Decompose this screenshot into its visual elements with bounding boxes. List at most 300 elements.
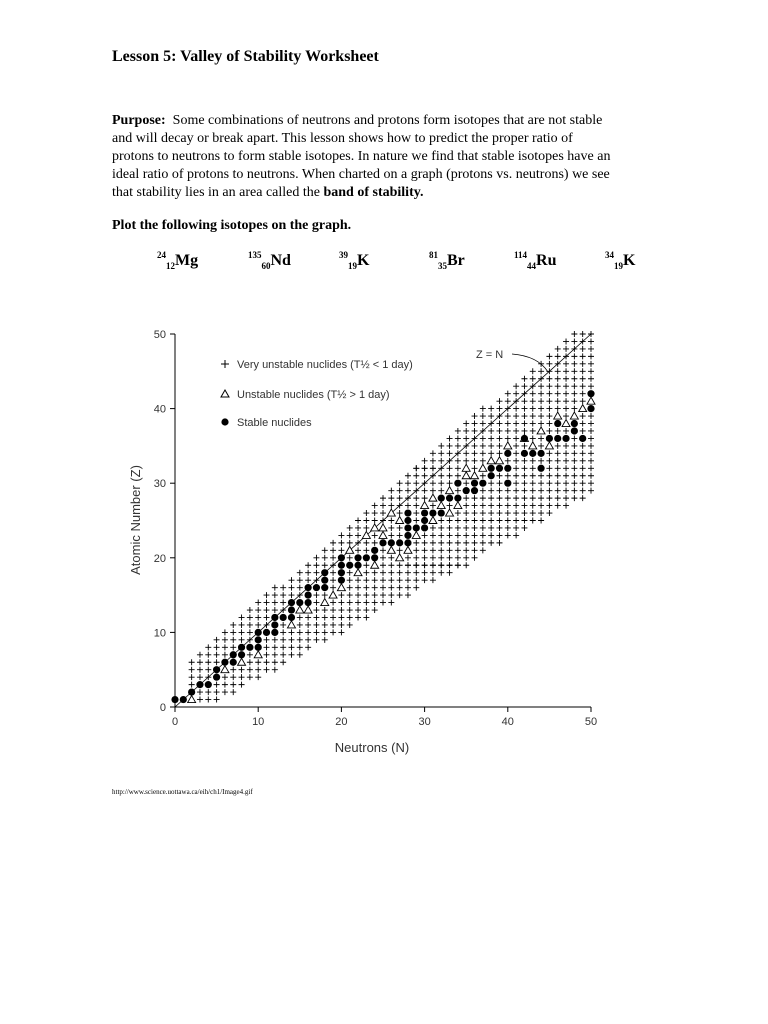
very-unstable-marker [538,368,544,374]
very-unstable-marker [513,503,519,509]
very-unstable-marker [513,495,519,501]
very-unstable-marker [322,555,328,561]
very-unstable-marker [430,555,436,561]
very-unstable-marker [480,525,486,531]
very-unstable-marker [405,570,411,576]
stable-marker [546,435,553,442]
unstable-marker [354,569,362,576]
very-unstable-marker [280,585,286,591]
very-unstable-marker [230,644,236,650]
very-unstable-marker [538,458,544,464]
very-unstable-marker [571,488,577,494]
isotope-symbol: Mg [175,252,199,269]
stable-marker [421,509,428,516]
very-unstable-marker [530,376,536,382]
very-unstable-marker [496,495,502,501]
unstable-marker [487,457,495,464]
very-unstable-marker [322,622,328,628]
unstable-marker [379,524,387,531]
very-unstable-marker [538,391,544,397]
isotope-mass: 24 [157,250,166,260]
very-unstable-marker [363,577,369,583]
very-unstable-marker [313,592,319,598]
very-unstable-marker [264,607,270,613]
very-unstable-marker [488,532,494,538]
z-equals-n-pointer [512,354,548,372]
chart-svg [120,320,610,760]
very-unstable-marker [222,682,228,688]
very-unstable-marker [388,488,394,494]
very-unstable-marker [555,353,561,359]
stable-marker [305,599,312,606]
very-unstable-marker [521,428,527,434]
very-unstable-marker [355,585,361,591]
stable-marker [521,450,528,457]
very-unstable-marker [496,406,502,412]
very-unstable-marker [588,361,594,367]
very-unstable-marker [588,480,594,486]
very-unstable-marker [555,503,561,509]
very-unstable-marker [397,525,403,531]
very-unstable-marker [363,607,369,613]
very-unstable-marker [496,488,502,494]
very-unstable-marker [397,547,403,553]
very-unstable-marker [555,428,561,434]
very-unstable-marker [538,413,544,419]
very-unstable-marker [488,503,494,509]
very-unstable-marker [538,480,544,486]
y-tick-label: 0 [159,702,166,714]
very-unstable-marker [538,406,544,412]
very-unstable-marker [472,510,478,516]
very-unstable-marker [496,510,502,516]
very-unstable-marker [247,622,253,628]
very-unstable-marker [521,443,527,449]
very-unstable-marker [455,458,461,464]
very-unstable-marker [472,547,478,553]
very-unstable-marker [422,540,428,546]
very-unstable-marker [521,421,527,427]
very-unstable-marker [580,346,586,352]
very-unstable-marker [488,488,494,494]
very-unstable-marker [388,555,394,561]
very-unstable-marker [496,532,502,538]
very-unstable-marker [472,525,478,531]
very-unstable-marker [413,480,419,486]
very-unstable-marker [305,614,311,620]
y-tick-label: 10 [153,627,166,640]
stable-marker [587,405,594,412]
very-unstable-marker [571,495,577,501]
very-unstable-marker [405,480,411,486]
very-unstable-marker [447,443,453,449]
very-unstable-marker [521,495,527,501]
stable-marker [554,435,561,442]
very-unstable-marker [555,450,561,456]
very-unstable-marker [430,540,436,546]
stable-marker [271,629,278,636]
very-unstable-marker [588,368,594,374]
very-unstable-marker [313,600,319,606]
stable-marker [180,696,187,703]
very-unstable-marker [455,510,461,516]
very-unstable-marker [472,458,478,464]
legend-label: Very unstable nuclides (T½ < 1 day) [237,359,413,371]
very-unstable-marker [505,503,511,509]
unstable-marker [396,554,404,561]
very-unstable-marker [330,547,336,553]
z-equals-n-label: Z = N [476,349,504,361]
unstable-marker [221,666,229,673]
very-unstable-marker [505,391,511,397]
very-unstable-marker [214,682,220,688]
very-unstable-marker [580,383,586,389]
very-unstable-marker [438,525,444,531]
purpose-line-3: protons to neutrons to form stable isotopes. In nature we find that stable isotopes have an [112,149,611,164]
very-unstable-marker [255,614,261,620]
very-unstable-marker [239,674,245,680]
very-unstable-marker [480,503,486,509]
very-unstable-marker [313,614,319,620]
isotope-mass: 135 [248,250,262,260]
very-unstable-marker [380,577,386,583]
very-unstable-marker [463,458,469,464]
very-unstable-marker [496,421,502,427]
y-tick-label: 30 [153,478,166,491]
very-unstable-marker [521,413,527,419]
very-unstable-marker [197,674,203,680]
very-unstable-marker [580,398,586,404]
very-unstable-marker [571,398,577,404]
stable-marker [562,435,569,442]
unstable-marker [379,531,387,538]
very-unstable-marker [472,532,478,538]
very-unstable-marker [230,622,236,628]
unstable-marker [462,464,470,471]
very-unstable-marker [322,614,328,620]
very-unstable-marker [571,480,577,486]
stable-marker [388,539,395,546]
very-unstable-marker [563,376,569,382]
very-unstable-marker [480,510,486,516]
very-unstable-marker [239,622,245,628]
very-unstable-marker [496,503,502,509]
very-unstable-marker [488,540,494,546]
very-unstable-marker [363,510,369,516]
very-unstable-marker [563,391,569,397]
very-unstable-marker [422,570,428,576]
stable-marker [221,659,228,666]
legend-label: Stable nuclides [237,417,312,429]
stable-marker [288,599,295,606]
x-tick-label: 50 [584,716,598,728]
very-unstable-marker [230,689,236,695]
very-unstable-marker [397,532,403,538]
very-unstable-marker [480,495,486,501]
stable-marker [571,420,578,427]
very-unstable-marker [330,570,336,576]
very-unstable-marker [363,518,369,524]
very-unstable-marker [505,458,511,464]
very-unstable-marker [571,338,577,344]
very-unstable-marker [563,428,569,434]
very-unstable-marker [422,473,428,479]
very-unstable-marker [447,503,453,509]
very-unstable-marker [230,629,236,635]
very-unstable-marker [463,421,469,427]
very-unstable-marker [255,607,261,613]
very-unstable-marker [571,458,577,464]
very-unstable-marker [189,659,195,665]
very-unstable-marker [480,406,486,412]
very-unstable-marker [580,413,586,419]
very-unstable-marker [480,443,486,449]
unstable-marker [454,502,462,509]
very-unstable-marker [438,555,444,561]
legend-triangle-icon [221,390,229,397]
stable-marker [421,524,428,531]
very-unstable-marker [546,510,552,516]
very-unstable-marker [563,458,569,464]
y-tick-label: 50 [153,329,166,341]
very-unstable-marker [230,682,236,688]
stable-marker [579,435,586,442]
very-unstable-marker [546,428,552,434]
very-unstable-marker [472,443,478,449]
isotope-mass: 81 [429,250,438,260]
very-unstable-marker [580,376,586,382]
very-unstable-marker [280,652,286,658]
very-unstable-marker [189,667,195,673]
very-unstable-marker [571,361,577,367]
very-unstable-marker [272,644,278,650]
very-unstable-marker [521,398,527,404]
very-unstable-marker [438,443,444,449]
unstable-marker [321,599,329,606]
very-unstable-marker [447,450,453,456]
source-url: http://www.science.uottawa.ca/eih/ch1/Image4.gif [112,788,253,796]
very-unstable-marker [546,361,552,367]
unstable-marker [495,457,503,464]
very-unstable-marker [430,503,436,509]
very-unstable-marker [247,607,253,613]
valley-of-stability-chart [120,320,610,760]
very-unstable-marker [447,532,453,538]
very-unstable-marker [463,503,469,509]
very-unstable-marker [447,473,453,479]
very-unstable-marker [480,450,486,456]
very-unstable-marker [405,562,411,568]
very-unstable-marker [513,465,519,471]
stable-marker [338,569,345,576]
isotope-item [429,250,465,271]
very-unstable-marker [521,480,527,486]
very-unstable-marker [496,443,502,449]
very-unstable-marker [330,600,336,606]
very-unstable-marker [297,652,303,658]
very-unstable-marker [264,614,270,620]
very-unstable-marker [463,428,469,434]
very-unstable-marker [413,495,419,501]
very-unstable-marker [521,488,527,494]
very-unstable-marker [530,398,536,404]
very-unstable-marker [413,555,419,561]
very-unstable-marker [272,600,278,606]
very-unstable-marker [372,592,378,598]
very-unstable-marker [555,443,561,449]
very-unstable-marker [505,428,511,434]
very-unstable-marker [488,518,494,524]
very-unstable-marker [555,383,561,389]
very-unstable-marker [338,629,344,635]
very-unstable-marker [505,435,511,441]
isotope-item [605,250,635,271]
very-unstable-marker [372,503,378,509]
very-unstable-marker [397,570,403,576]
very-unstable-marker [239,637,245,643]
very-unstable-marker [513,510,519,516]
very-unstable-marker [530,510,536,516]
very-unstable-marker [380,555,386,561]
very-unstable-marker [330,607,336,613]
very-unstable-marker [588,443,594,449]
very-unstable-marker [222,637,228,643]
very-unstable-marker [571,383,577,389]
very-unstable-marker [563,383,569,389]
very-unstable-marker [438,570,444,576]
very-unstable-marker [288,577,294,583]
very-unstable-marker [546,413,552,419]
unstable-marker [437,502,445,509]
unstable-marker [446,509,454,516]
very-unstable-marker [397,495,403,501]
very-unstable-marker [380,592,386,598]
very-unstable-marker [214,689,220,695]
very-unstable-marker [505,525,511,531]
stable-marker [321,577,328,584]
very-unstable-marker [463,562,469,568]
very-unstable-marker [214,697,220,703]
very-unstable-marker [463,510,469,516]
unstable-marker [387,546,395,553]
very-unstable-marker [571,450,577,456]
very-unstable-marker [388,562,394,568]
very-unstable-marker [580,421,586,427]
very-unstable-marker [521,376,527,382]
very-unstable-marker [580,368,586,374]
isotope-item [248,250,291,271]
very-unstable-marker [338,540,344,546]
very-unstable-marker [447,555,453,561]
very-unstable-marker [480,547,486,553]
very-unstable-marker [388,570,394,576]
very-unstable-marker [505,495,511,501]
unstable-marker [554,412,562,419]
very-unstable-marker [355,547,361,553]
very-unstable-marker [205,689,211,695]
unstable-marker [421,502,429,509]
very-unstable-marker [338,614,344,620]
unstable-marker [504,442,512,449]
very-unstable-marker [480,435,486,441]
very-unstable-marker [255,667,261,673]
very-unstable-marker [422,488,428,494]
very-unstable-marker [380,600,386,606]
very-unstable-marker [405,592,411,598]
unstable-marker [396,517,404,524]
unstable-marker [562,420,570,427]
very-unstable-marker [272,637,278,643]
stable-marker [354,554,361,561]
very-unstable-marker [272,607,278,613]
very-unstable-marker [372,607,378,613]
isotope-atomic: 19 [348,261,357,271]
isotope-item [514,250,556,271]
very-unstable-marker [338,532,344,538]
stable-marker [354,562,361,569]
stable-marker [571,427,578,434]
stable-marker [205,681,212,688]
unstable-marker [371,561,379,568]
very-unstable-marker [272,592,278,598]
very-unstable-marker [355,525,361,531]
very-unstable-marker [463,547,469,553]
unstable-marker [537,427,545,434]
very-unstable-marker [413,503,419,509]
stable-marker [554,420,561,427]
very-unstable-marker [230,637,236,643]
very-unstable-marker [455,518,461,524]
purpose-text-5: that stability lies in an area called the [112,185,320,200]
very-unstable-marker [255,600,261,606]
purpose-line-1 [112,112,672,130]
very-unstable-marker [455,428,461,434]
very-unstable-marker [322,629,328,635]
very-unstable-marker [405,555,411,561]
very-unstable-marker [580,450,586,456]
stable-marker [213,674,220,681]
very-unstable-marker [205,652,211,658]
stable-marker [404,532,411,539]
very-unstable-marker [538,473,544,479]
very-unstable-marker [588,435,594,441]
very-unstable-marker [505,510,511,516]
very-unstable-marker [521,473,527,479]
very-unstable-marker [563,488,569,494]
unstable-marker [529,442,537,449]
very-unstable-marker [496,428,502,434]
very-unstable-marker [447,525,453,531]
very-unstable-marker [189,674,195,680]
stable-marker [188,688,195,695]
purpose-label: Purpose: [112,113,166,128]
very-unstable-marker [563,338,569,344]
very-unstable-marker [380,570,386,576]
very-unstable-marker [538,435,544,441]
very-unstable-marker [588,450,594,456]
very-unstable-marker [438,532,444,538]
very-unstable-marker [563,406,569,412]
very-unstable-marker [205,659,211,665]
very-unstable-marker [430,488,436,494]
very-unstable-marker [197,697,203,703]
very-unstable-marker [430,450,436,456]
isotope-atomic: 44 [527,261,537,271]
unstable-marker [471,472,479,479]
very-unstable-marker [555,480,561,486]
very-unstable-marker [455,465,461,471]
unstable-marker [304,606,312,613]
